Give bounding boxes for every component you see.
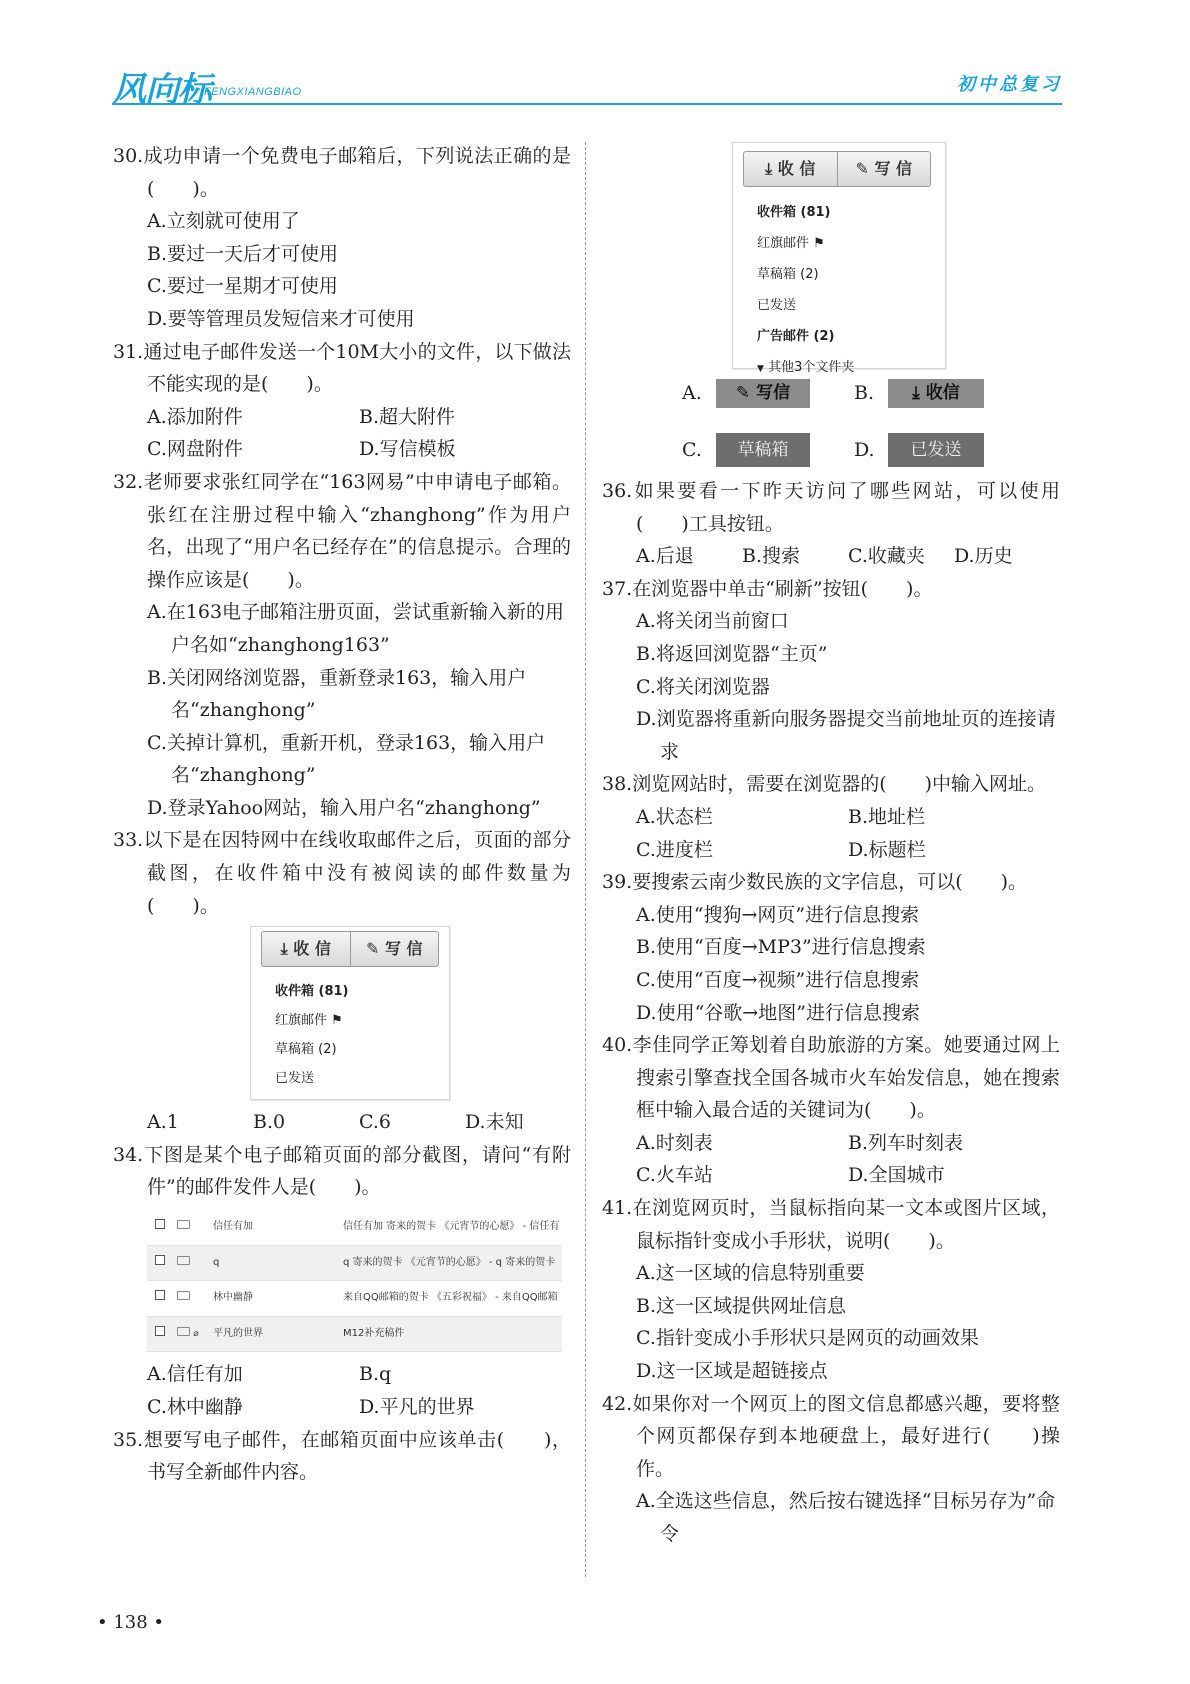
option: A.这一区域的信息特别重要	[636, 1262, 865, 1285]
options-row	[113, 1106, 571, 1139]
option: A.时刻表	[636, 1131, 713, 1154]
mail-buttons	[261, 931, 439, 967]
option: D.登录Yahoo网站，输入用户名“zhanghong”	[147, 796, 541, 819]
option: D.这一区域是超链接点	[636, 1360, 828, 1383]
table-row[interactable]	[147, 1316, 562, 1352]
option: A.在163电子邮箱注册页面，尝试重新输入新的用户名如“zhanghong163”	[147, 601, 565, 656]
option: C.林中幽静	[147, 1396, 243, 1418]
receive-button[interactable]: ⤓ 收 信	[765, 159, 816, 178]
choice-sent-chip: 已发送	[888, 433, 984, 467]
envelope-icon	[177, 1291, 190, 1300]
left-column	[113, 140, 571, 1489]
mailbox-screenshot	[732, 142, 946, 375]
mailbox-screenshot	[250, 926, 450, 1100]
option: C.进度栏	[636, 838, 713, 861]
question-33: 33.以下是在因特网中在线收取邮件之后，页面的部分截图，在收件箱中没有被阅读的邮件数量为( )。	[113, 829, 571, 917]
logo-subtitle: FENGXIANGBIAO	[204, 86, 302, 98]
envelope-icon	[177, 1256, 190, 1265]
question-40: 40.李佳同学正筹划着自助旅游的方案。她要通过网上搜索引擎查找全国各城市火车始发信息，她在搜索框中输入最合适的关键词为( )。	[602, 1034, 1060, 1122]
options-grid	[602, 801, 1060, 866]
options-row	[602, 540, 1060, 573]
option: C.6	[359, 1111, 391, 1134]
column-divider	[585, 142, 586, 1577]
page-header	[112, 62, 1062, 108]
edit-icon: ✎	[855, 159, 869, 178]
option: B.超大附件	[359, 405, 456, 428]
folder-inbox[interactable]: 收件箱 (81)	[275, 984, 349, 1000]
header-rule	[112, 103, 1062, 105]
folder-ads[interactable]: 广告邮件 (2)	[757, 329, 835, 344]
sender: 信任有加	[212, 1210, 342, 1245]
flag-icon: ⚑	[813, 236, 825, 251]
subject: 信任有加 寄来的贺卡 《元宵节的心愿》 - 信任有	[342, 1210, 562, 1245]
options-grid	[602, 1127, 1060, 1192]
option: A.信任有加	[147, 1363, 243, 1386]
mail-buttons	[743, 151, 931, 187]
option: C.使用“百度→视频”进行信息搜索	[636, 968, 920, 991]
folder-more[interactable]: ▼ 其他3个文件夹	[757, 360, 855, 375]
sender: 平凡的世界	[212, 1316, 342, 1352]
choice-row: A. ✎ 写信 B. ⤓ 收信	[682, 377, 1060, 409]
folder-flagged[interactable]: 红旗邮件 ⚑	[275, 1013, 343, 1029]
option: D.写信模板	[359, 438, 456, 461]
sender: q	[212, 1245, 342, 1281]
option: A.添加附件	[147, 405, 243, 428]
option: C.要过一星期才可使用	[147, 275, 338, 298]
attachment-icon: ⌀	[193, 1328, 199, 1339]
option: A.使用“搜狗→网页”进行信息搜索	[636, 903, 920, 926]
subject: q 寄来的贺卡 《元宵节的心愿》 - q 寄来的贺卡	[342, 1245, 562, 1281]
edit-icon: ✎	[735, 382, 751, 403]
section-title: 初中总复习	[957, 74, 1062, 95]
question-36: 36.如果要看一下昨天访问了哪些网站，可以使用( )工具按钮。	[602, 480, 1060, 535]
option: C.网盘附件	[147, 438, 243, 461]
option: C.收藏夹	[848, 545, 925, 568]
compose-button[interactable]: ✎ 写 信	[837, 152, 931, 186]
checkbox[interactable]	[155, 1290, 165, 1300]
download-icon: ⤓	[912, 382, 920, 403]
option: B.将返回浏览器“主页”	[636, 642, 828, 665]
envelope-icon	[177, 1220, 190, 1229]
option: B.使用“百度→MP3”进行信息搜索	[636, 936, 926, 959]
table-row[interactable]	[147, 1210, 562, 1245]
choice-compose-chip: ✎ 写信	[716, 379, 810, 408]
table-row[interactable]	[147, 1281, 562, 1317]
question-42: 42.如果你对一个网页上的图文信息都感兴趣，要将整个网页都保存到本地硬盘上，最好进行( )操作。	[602, 1392, 1060, 1480]
folder-list	[733, 187, 945, 391]
download-icon: ⤓	[280, 939, 288, 959]
option: D.浏览器将重新向服务器提交当前地址页的连接请求	[636, 708, 1056, 763]
folder-sent[interactable]: 已发送	[757, 298, 797, 313]
option: A.状态栏	[636, 805, 713, 828]
option: A.1	[147, 1111, 179, 1134]
option: A.立刻就可使用了	[147, 210, 300, 233]
question-41: 41.在浏览网页时，当鼠标指向某一文本或图片区域，鼠标指针变成小手形状，说明( )。	[602, 1197, 1060, 1252]
checkbox[interactable]	[155, 1219, 165, 1229]
question-32: 32.老师要求张红同学在“163网易”中申请电子邮箱。张红在注册过程中输入“zhanghong”作为用户名，出现了“用户名已经存在”的信息提示。合理的操作应该是( )。	[113, 470, 571, 591]
mail-list	[147, 1210, 562, 1352]
checkbox[interactable]	[155, 1255, 165, 1265]
folder-inbox[interactable]: 收件箱 (81)	[757, 205, 831, 220]
options-grid	[113, 1358, 571, 1423]
question-31: 31.通过电子邮件发送一个10M大小的文件，以下做法不能实现的是( )。	[113, 340, 571, 396]
options-grid	[113, 401, 571, 466]
choice-drafts-chip: 草稿箱	[716, 433, 810, 467]
option: B.0	[253, 1111, 286, 1134]
option: B.要过一天后才可使用	[147, 242, 339, 265]
folder-sent[interactable]: 已发送	[275, 1071, 315, 1087]
option: D.要等管理员发短信来才可使用	[147, 307, 415, 330]
checkbox[interactable]	[155, 1326, 165, 1336]
receive-button[interactable]: ⤓ 收 信	[280, 939, 331, 959]
mail-list-screenshot	[147, 1210, 571, 1352]
option: A.全选这些信息，然后按右键选择“目标另存为”命令	[636, 1490, 1056, 1545]
option: B.关闭网络浏览器，重新登录163，输入用户名“zhanghong”	[147, 666, 527, 722]
option: C.将关闭浏览器	[636, 675, 770, 698]
compose-button[interactable]: ✎ 写 信	[350, 932, 439, 966]
folder-list	[251, 967, 449, 1099]
option: C.指针变成小手形状只是网页的动画效果	[636, 1327, 979, 1350]
question-34: 34.下图是某个电子邮箱页面的部分截图，请问“有附件”的邮件发件人是( )。	[113, 1143, 571, 1199]
page-number: • 138 •	[97, 1612, 165, 1633]
edit-icon: ✎	[365, 939, 380, 959]
flag-icon: ⚑	[331, 1013, 343, 1029]
option: D.全国城市	[848, 1164, 945, 1187]
envelope-icon	[177, 1327, 190, 1336]
download-icon: ⤓	[765, 159, 773, 178]
option: C.关掉计算机，重新开机，登录163，输入用户名“zhanghong”	[147, 731, 546, 787]
option: D.使用“谷歌→地图”进行信息搜索	[636, 1001, 920, 1024]
folder-drafts[interactable]: 草稿箱 (2)	[275, 1042, 337, 1058]
option: B.地址栏	[848, 805, 926, 828]
table-row[interactable]	[147, 1245, 562, 1281]
subject: 来自QQ邮箱的贺卡 《五彩祝福》 - 来自QQ邮箱	[342, 1281, 562, 1317]
option: B.列车时刻表	[848, 1131, 964, 1154]
subject: M12补充稿件	[342, 1316, 562, 1352]
option: A.将关闭当前窗口	[636, 610, 789, 633]
option: B.q	[359, 1363, 392, 1386]
option: C.火车站	[636, 1164, 713, 1187]
option: B.搜索	[742, 545, 801, 568]
option: D.平凡的世界	[359, 1396, 475, 1418]
option: B.这一区域提供网址信息	[636, 1294, 847, 1317]
folder-flagged[interactable]: 红旗邮件 ⚑	[757, 236, 825, 251]
option: A.后退	[636, 545, 694, 568]
option: D.未知	[465, 1111, 524, 1134]
option: D.标题栏	[848, 838, 926, 861]
choice-receive-chip: ⤓ 收信	[888, 379, 984, 408]
sender: 林中幽静	[212, 1281, 342, 1317]
question-38: 38.浏览网站时，需要在浏览器的( )中输入网址。	[602, 773, 1047, 796]
choice-row: C. 草稿箱 D. 已发送	[682, 425, 1060, 475]
triangle-down-icon: ▼	[757, 364, 764, 374]
question-37: 37.在浏览器中单击“刷新”按钮( )。	[602, 577, 933, 600]
question-35: 35.想要写电子邮件，在邮箱页面中应该单击( )，书写全新邮件内容。	[113, 1428, 571, 1484]
option: D.历史	[954, 545, 1013, 568]
question-30: 30.成功申请一个免费电子邮箱后，下列说法正确的是( )。	[113, 145, 571, 200]
logo: 风向标	[112, 70, 211, 110]
folder-drafts[interactable]: 草稿箱 (2)	[757, 267, 819, 282]
right-column	[602, 142, 1060, 1551]
question-39: 39.要搜索云南少数民族的文字信息，可以( )。	[602, 871, 1028, 894]
